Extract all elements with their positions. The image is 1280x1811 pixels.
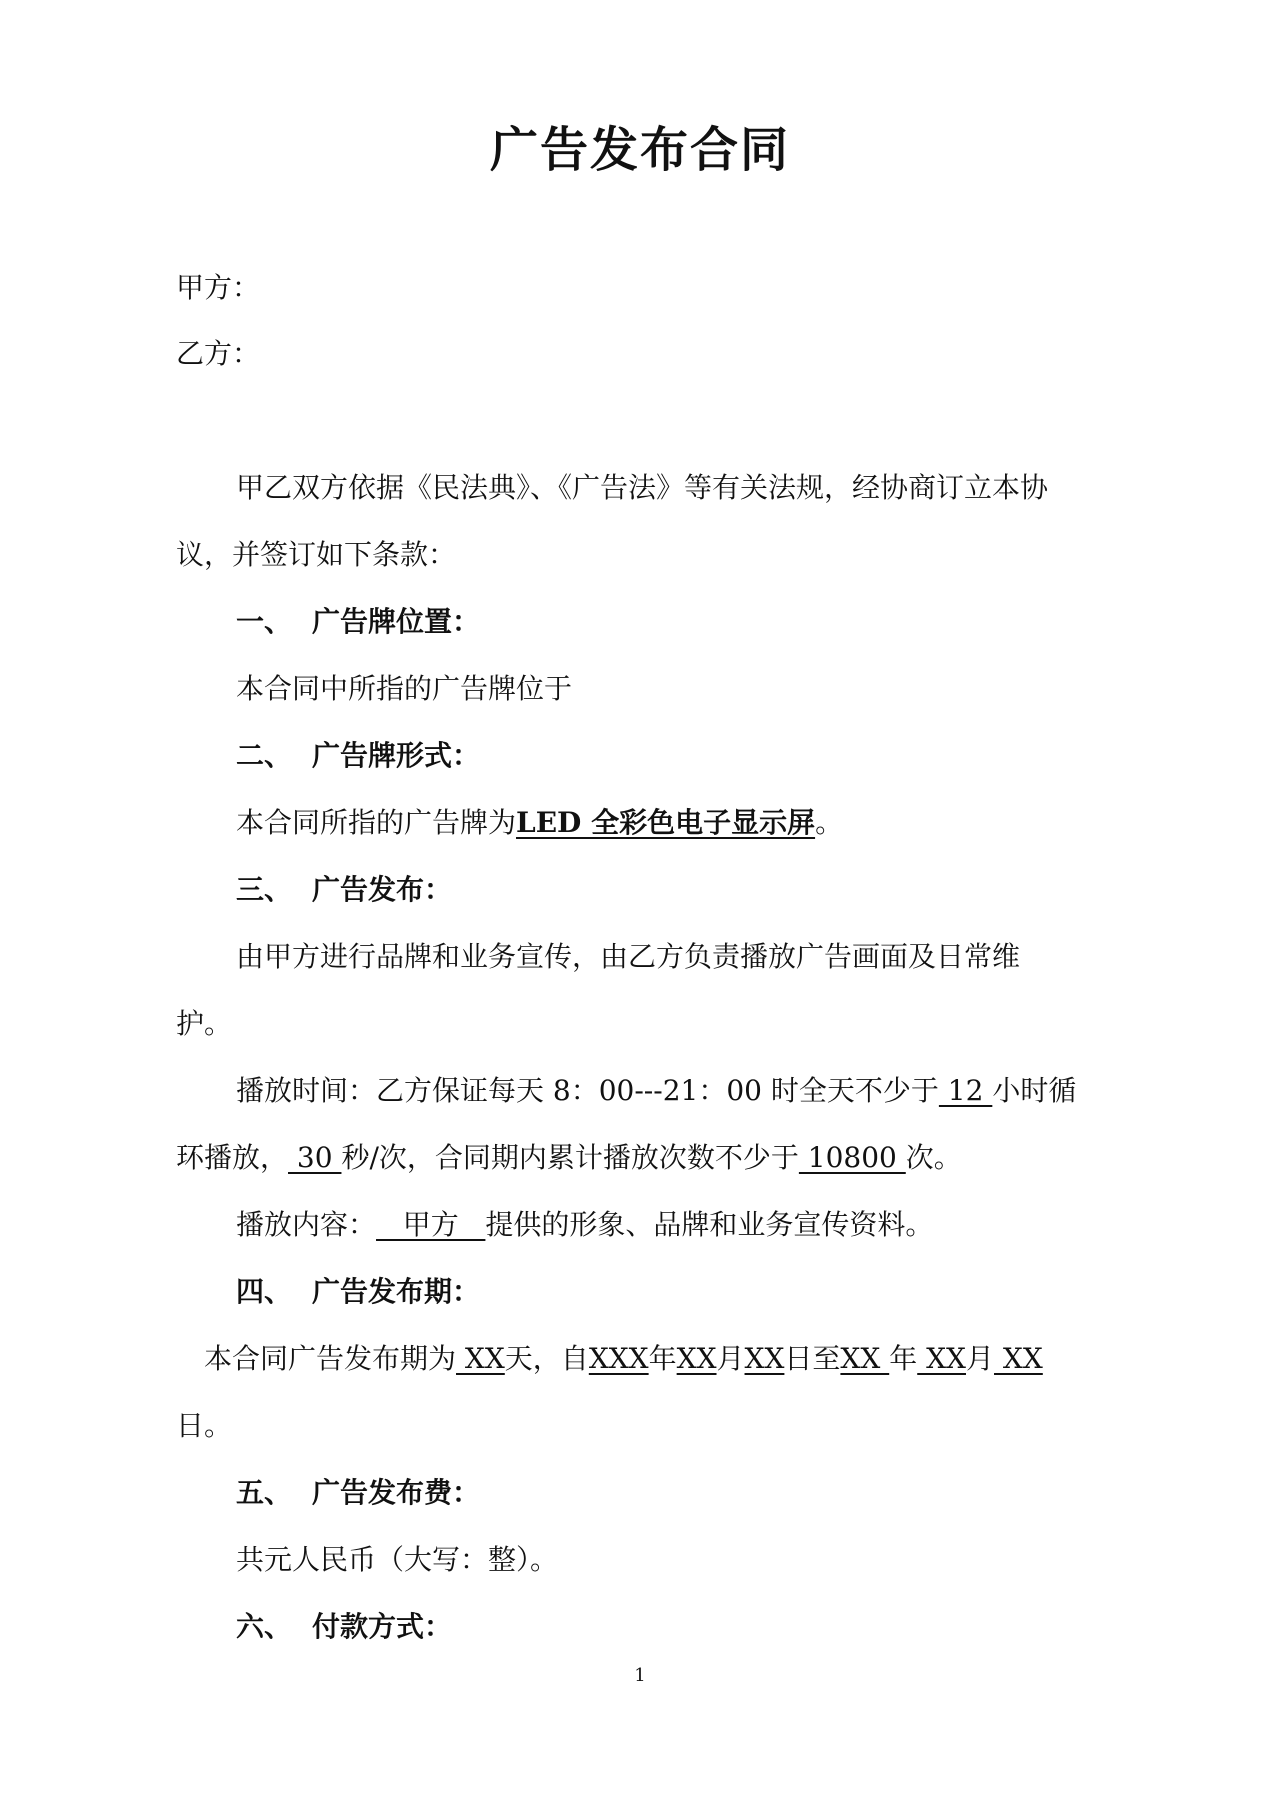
section-3-heading: [236, 870, 1116, 910]
play-content-prefix: 播放内容：: [236, 1208, 377, 1241]
play-content-suffix: 提供的形象、品牌和业务宣传资料。: [485, 1208, 934, 1241]
section-5-heading: [236, 1473, 1116, 1513]
section-3-title: 广告发布：: [312, 873, 453, 906]
section-2-title: 广告牌形式：: [312, 739, 481, 772]
publish-period-line-1: [204, 1339, 1116, 1379]
period-days-value: XX: [456, 1342, 505, 1375]
publish-period-line-2: 日。: [176, 1409, 233, 1442]
intro-line-1: 甲乙双方依据《民法典》、《广告法》等有关法规，经协商订立本协: [236, 471, 1049, 504]
section-5-number: 五、: [236, 1476, 293, 1509]
period-text-7: 月: [966, 1342, 995, 1375]
play-loop-prefix: 环播放，: [176, 1141, 289, 1174]
play-loop-suffix: 次。: [905, 1141, 962, 1174]
party-b-label: 乙方：: [176, 337, 261, 370]
play-time-suffix: 小时循: [992, 1074, 1077, 1107]
period-text-6: 年: [889, 1342, 918, 1375]
section-3-text-2: 护。: [176, 1007, 233, 1040]
section-1-number: 一、: [236, 605, 293, 638]
section-1-heading: [236, 602, 1116, 642]
section-1-title: 广告牌位置：: [312, 605, 481, 638]
section-2-text: [236, 803, 1116, 843]
end-year-value: XX: [840, 1342, 890, 1375]
section-6-number: 六、: [236, 1610, 293, 1643]
section-2-number: 二、: [236, 739, 293, 772]
play-time-line-2: [176, 1138, 1116, 1178]
section-2-text-post: 。: [815, 806, 844, 839]
page-number: 1: [634, 1665, 646, 1686]
period-text-5: 日至: [784, 1342, 841, 1375]
page-title: 广告发布合同: [489, 122, 790, 178]
period-text-3: 年: [648, 1342, 677, 1375]
period-text-1: 本合同广告发布期为: [204, 1342, 457, 1375]
end-month-value: XX: [917, 1342, 966, 1375]
display-type-emphasis: LED 全彩色电子显示屏: [516, 806, 816, 839]
section-3-number: 三、: [236, 873, 293, 906]
start-day-value: XX: [744, 1342, 785, 1375]
section-5-text: 共元人民币（大写：整）。: [236, 1543, 559, 1576]
period-text-4: 月: [716, 1342, 745, 1375]
start-month-value: XX: [676, 1342, 717, 1375]
intro-line-2: 议，并签订如下条款：: [176, 538, 457, 571]
section-5-title: 广告发布费：: [312, 1476, 481, 1509]
section-4-heading: [236, 1272, 1116, 1312]
play-seconds-value: 30: [288, 1141, 342, 1174]
play-content-line: [236, 1205, 1116, 1245]
play-hours-value: 12: [938, 1074, 993, 1107]
start-year-value: XXX: [588, 1342, 649, 1375]
section-3-text-1: 由甲方进行品牌和业务宣传，由乙方负责播放广告画面及日常维: [236, 940, 1021, 973]
end-day-value: XX: [994, 1342, 1043, 1375]
section-6-heading: [236, 1607, 1116, 1647]
play-time-prefix: 播放时间：乙方保证每天 8：00---21：00 时全天不少于: [236, 1074, 939, 1107]
party-a-label: 甲方：: [176, 271, 261, 304]
section-1-text: 本合同中所指的广告牌位于: [236, 672, 573, 705]
section-2-text-pre: 本合同所指的广告牌为: [236, 806, 517, 839]
content-provider-value: 甲方: [376, 1208, 486, 1241]
section-2-heading: [236, 736, 1116, 776]
play-loop-middle: 秒/次，合同期内累计播放次数不少于: [341, 1141, 799, 1174]
section-4-number: 四、: [236, 1275, 293, 1308]
play-time-line-1: [236, 1071, 1116, 1111]
section-4-title: 广告发布期：: [312, 1275, 481, 1308]
section-6-title: 付款方式：: [312, 1610, 453, 1643]
play-count-value: 10800: [798, 1141, 906, 1174]
period-text-2: 天，自: [504, 1342, 589, 1375]
